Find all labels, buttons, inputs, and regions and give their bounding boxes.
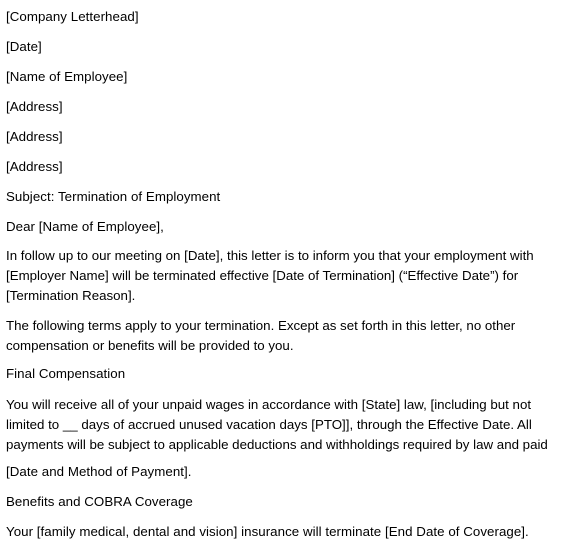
paragraph-line: [Employer Name] will be terminated effective [Date of Termination] (“Effective Date”) for: [6, 268, 519, 283]
payment-line: [Date and Method of Payment].: [6, 464, 192, 479]
paragraph-terms: [6, 316, 564, 356]
subject-line: Subject: Termination of Employment: [6, 189, 221, 204]
paragraph-line: In follow up to our meeting on [Date], this letter is to inform you that your employment with: [6, 248, 534, 263]
heading-benefits-cobra: Benefits and COBRA Coverage: [6, 494, 193, 509]
salutation: Dear [Name of Employee],: [6, 219, 164, 234]
paragraph-line: You will receive all of your unpaid wages in accordance with [State] law, [including but not: [6, 397, 532, 412]
paragraph-line: payments will be subject to applicable deductions and withholdings required by law and paid: [6, 437, 548, 452]
address-line-1: [Address]: [6, 99, 63, 114]
paragraph-meeting: [6, 246, 564, 306]
address-line-2: [Address]: [6, 129, 63, 144]
paragraph-line: limited to __ days of accrued unused vacation days [PTO]], through the Effective Date. All: [6, 417, 532, 432]
paragraph-final-compensation: [6, 395, 564, 455]
address-line-3: [Address]: [6, 159, 63, 174]
paragraph-line: compensation or benefits will be provided to you.: [6, 338, 294, 353]
heading-final-compensation: Final Compensation: [6, 366, 126, 381]
employee-name: [Name of Employee]: [6, 69, 128, 84]
paragraph-line: [Termination Reason].: [6, 288, 136, 303]
paragraph-insurance: Your [family medical, dental and vision] insurance will terminate [End Date of Coverage].: [6, 524, 529, 539]
company-letterhead: [Company Letterhead]: [6, 9, 139, 24]
paragraph-line: The following terms apply to your termination. Except as set forth in this letter, no other: [6, 318, 516, 333]
letter-date: [Date]: [6, 39, 42, 54]
